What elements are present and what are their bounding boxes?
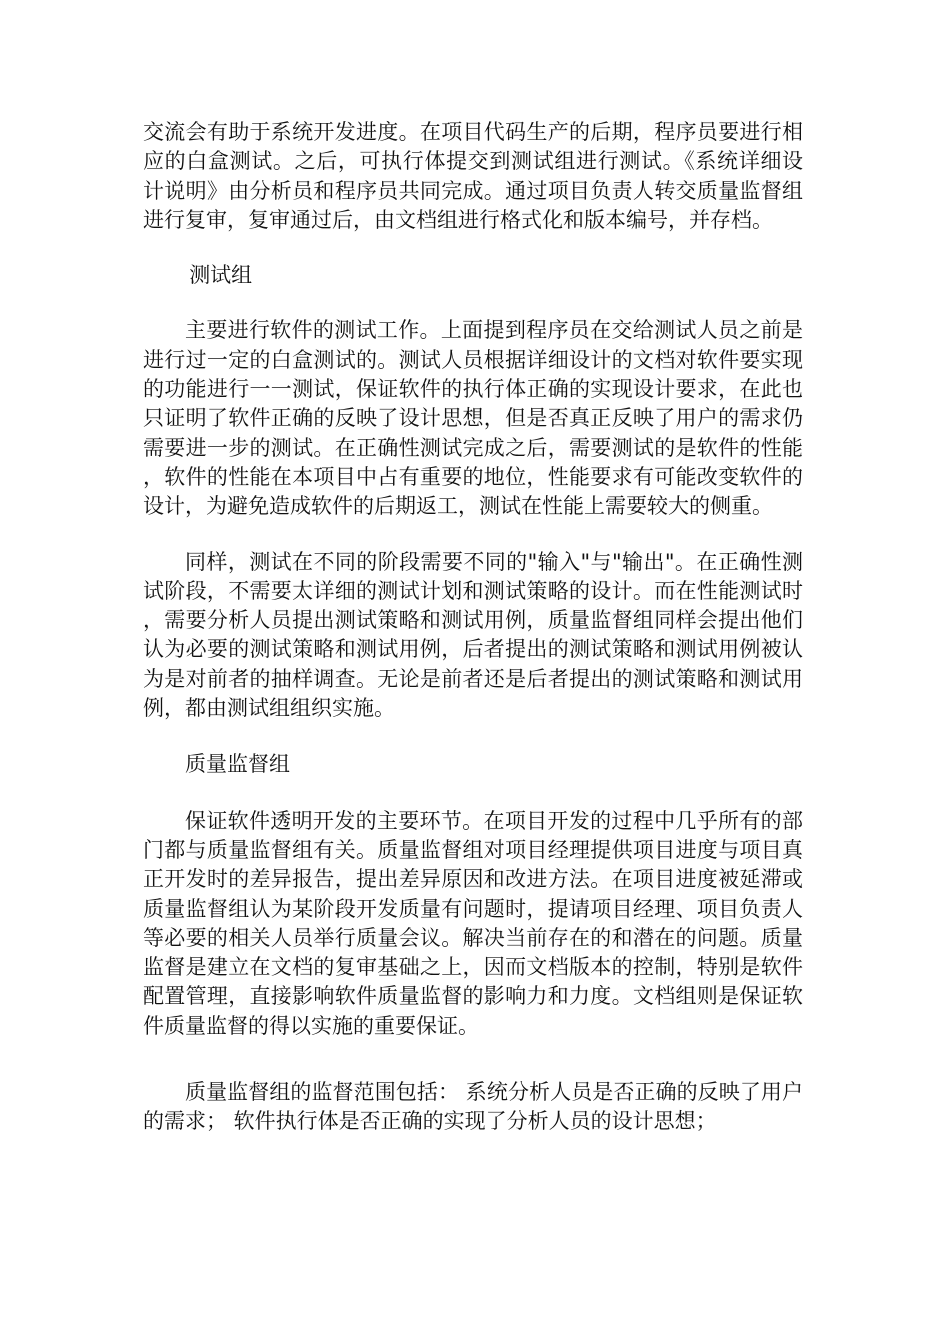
document-body bbox=[143, 118, 803, 1137]
paragraph-intro: 交流会有助于系统开发进度。在项目代码生产的后期，程序员要进行相应的白盒测试。之后，可执行体提交到测试组进行测试。《系统详细设计说明》由分析员和程序员共同完成。通过项目负责人转交质量监督组进行复审，复审通过后，由文档组进行格式化和版本编号，并存档。 bbox=[143, 120, 803, 232]
paragraph-quality-group: 保证软件透明开发的主要环节。在项目开发的过程中几乎所有的部门都与质量监督组有关。质量监督组对项目经理提供项目进度与项目真正开发时的差异报告，提出差异原因和改进方法。在项目进度被延滞或质量监督组认为某阶段开发质量有问题时，提请项目经理、项目负责人等必要的相关人员举行质量会议。解决当前存在的和潜在的问题。质量监督是建立在文档的复审基础之上，因而文档版本的控制，特别是软件配置管理，直接影响软件质量监督的影响力和力度。文档组则是保证软件质量监督的得以实施的重要保证。 bbox=[143, 808, 803, 1038]
paragraph-test-phases: 同样，测试在不同的阶段需要不同的"输入"与"输出"。在正确性测试阶段，不需要太详细的测试计划和测试策略的设计。而在性能测试时，需要分析人员提出测试策略和测试用例，质量监督组同样会提出他们认为必要的测试策略和测试用例，后者提出的测试策略和测试用例被认为是对前者的抽样调查。无论是前者还是后者提出的测试策略和测试用例，都由测试组组织实施。 bbox=[143, 549, 803, 721]
section-heading-quality-group: 质量监督组 bbox=[185, 752, 290, 777]
paragraph-quality-scope: 质量监督组的监督范围包括： 系统分析人员是否正确的反映了用户的需求； 软件执行体是否正确的实现了分析人员的设计思想； bbox=[143, 1080, 803, 1134]
section-heading-test-group: 测试组 bbox=[189, 263, 253, 288]
paragraph-test-group: 主要进行软件的测试工作。上面提到程序员在交给测试人员之前是进行过一定的白盒测试的。测试人员根据详细设计的文档对软件要实现的功能进行一一测试，保证软件的执行体正确的实现设计要求，在此也只证明了软件正确的反映了设计思想，但是否真正反映了用户的需求仍需要进一步的测试。在正确性测试完成之后，需要测试的是软件的性能，软件的性能在本项目中占有重要的地位，性能要求有可能改变软件的设计，为避免造成软件的后期返工，测试在性能上需要较大的侧重。 bbox=[143, 318, 803, 519]
